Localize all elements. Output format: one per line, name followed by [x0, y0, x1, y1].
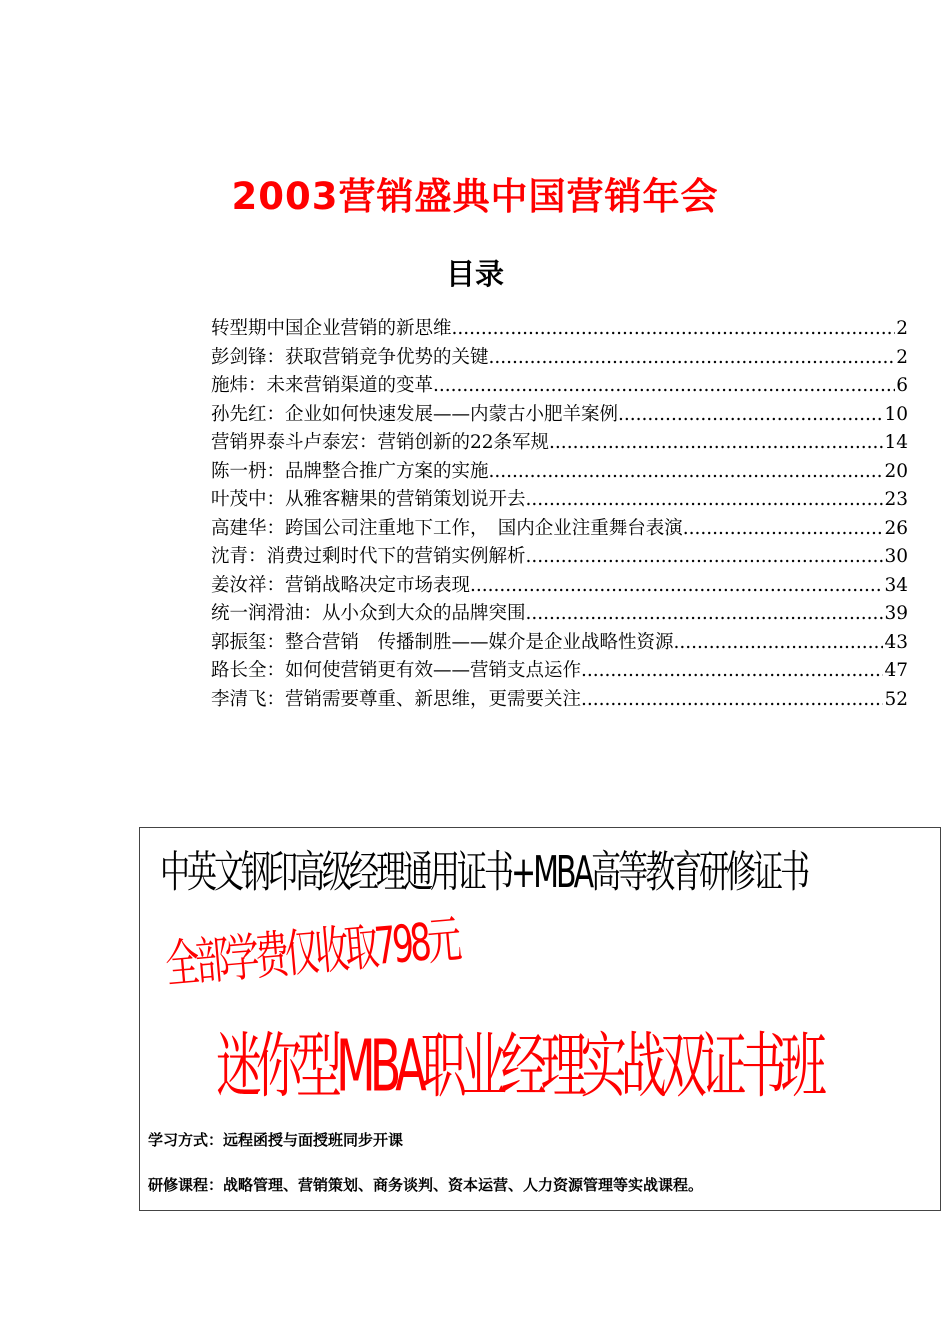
toc-page-number: 14 [884, 432, 908, 453]
toc-dot-leader [618, 401, 883, 430]
toc-entry[interactable] [211, 543, 908, 572]
toc-dot-leader [433, 372, 895, 401]
toc-entry-title: 姜汝祥：营销战略决定市场表现 [211, 574, 471, 596]
toc-page-number: 39 [884, 603, 908, 624]
toc-entry-title: 路长全：如何使营销更有效——营销支点运作 [211, 660, 582, 681]
ad-courses: 研修课程：战略管理、营销策划、商务谈判、资本运营、人力资源管理等实战课程。 [148, 1176, 704, 1194]
toc-dot-leader [526, 543, 884, 572]
toc-dot-leader [549, 429, 883, 458]
toc-entry[interactable] [211, 515, 908, 544]
toc-dot-leader [526, 600, 884, 629]
ad-study-mode: 学习方式：远程函授与面授班同步开课 [148, 1131, 404, 1149]
table-of-contents [211, 315, 908, 714]
toc-entry-title: 孙先红：企业如何快速发展——内蒙古小肥羊案例 [211, 403, 619, 425]
toc-dot-leader [489, 458, 884, 487]
toc-page-number: 10 [884, 403, 908, 425]
toc-entry-title: 沈青：消费过剩时代下的营销实例解析 [211, 546, 526, 567]
document-title: 2003营销盛典中国营销年会 [231, 175, 719, 218]
toc-page-number: 2 [896, 318, 908, 339]
toc-entry-title: 叶茂中：从雅客糖果的营销策划说开去 [211, 489, 526, 510]
toc-dot-leader [526, 486, 884, 515]
toc-entry-title: 转型期中国企业营销的新思维 [211, 318, 452, 339]
toc-page-number: 20 [884, 460, 908, 482]
toc-page-number: 26 [884, 517, 908, 539]
toc-entry[interactable] [211, 344, 908, 373]
advertisement-box [139, 827, 941, 1211]
toc-entry-title: 陈一枬：品牌整合推广方案的实施 [211, 460, 489, 482]
toc-entry[interactable] [211, 372, 908, 401]
toc-page-number: 47 [884, 660, 908, 681]
ad-certificate-line: 中英文钢印高级经理通用证书+MBA高等教育研修证书 [160, 847, 808, 899]
toc-entry[interactable] [211, 315, 908, 344]
toc-entry-title: 营销界泰斗卢泰宏：营销创新的22条军规 [211, 432, 550, 453]
toc-dot-leader [581, 686, 883, 715]
toc-entry-title: 郭振玺：整合营销 传播制胜——媒介是企业战略性资源 [211, 631, 674, 653]
toc-entry-title: 统一润滑油：从小众到大众的品牌突围 [211, 603, 526, 624]
toc-dot-leader [489, 344, 896, 373]
toc-page-number: 23 [884, 489, 908, 510]
toc-entry[interactable] [211, 600, 908, 629]
ad-program-title: 迷你型MBA职业经理实战双证书班 [216, 1023, 821, 1108]
toc-entry[interactable] [211, 686, 908, 715]
toc-page-number: 2 [896, 346, 908, 368]
toc-page-number: 30 [884, 546, 908, 567]
toc-dot-leader [674, 629, 884, 658]
toc-entry-title: 高建华：跨国公司注重地下工作， 国内企业注重舞台表演 [211, 517, 683, 539]
toc-page-number: 52 [884, 688, 908, 710]
toc-page-number: 34 [884, 574, 908, 596]
toc-entry[interactable] [211, 458, 908, 487]
toc-entry[interactable] [211, 629, 908, 658]
toc-entry-title: 彭剑锋：获取营销竞争优势的关键 [211, 346, 489, 368]
toc-entry[interactable] [211, 429, 908, 458]
toc-dot-leader [581, 657, 883, 686]
toc-dot-leader [470, 572, 883, 601]
toc-entry[interactable] [211, 657, 908, 686]
toc-entry-title: 李清飞：营销需要尊重、新思维，更需要关注 [211, 688, 582, 710]
toc-entry[interactable] [211, 486, 908, 515]
toc-heading: 目录 [445, 257, 504, 291]
toc-page-number: 6 [896, 375, 908, 396]
toc-entry[interactable] [211, 401, 908, 430]
toc-dot-leader [452, 315, 896, 344]
ad-fee-line: 全部学费仅收取798元 [163, 910, 461, 996]
toc-entry-title: 施炜：未来营销渠道的变革 [211, 375, 434, 396]
toc-page-number: 43 [884, 631, 908, 653]
toc-dot-leader [683, 515, 884, 544]
toc-entry[interactable] [211, 572, 908, 601]
